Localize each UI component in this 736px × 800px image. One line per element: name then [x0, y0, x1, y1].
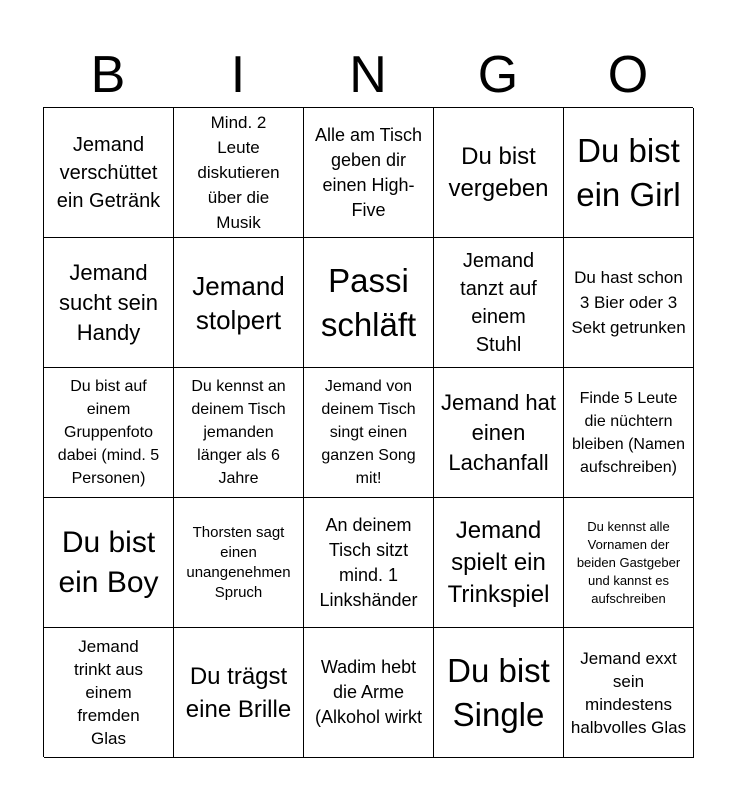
bingo-cell-text: Du bist ein Boy [58, 525, 159, 599]
bingo-cell-text: An deinem Tisch sitzt mind. 1 Linkshänder [319, 514, 418, 610]
bingo-cell-r5c4[interactable] [434, 628, 564, 758]
bingo-cell-r2c1[interactable] [44, 238, 174, 368]
bingo-cell-text: Jemand verschüttet ein Getränk [56, 133, 161, 212]
bingo-cell-text: Jemand tanzt auf einem Stuhl [460, 249, 537, 356]
bingo-cell-r4c5[interactable] [564, 498, 694, 628]
bingo-cell-r2c4[interactable] [434, 238, 564, 368]
bingo-cell-text: Finde 5 Leute die nüchtern bleiben (Namen aufschreiben) [572, 389, 685, 476]
bingo-title [43, 42, 693, 108]
bingo-cell-r2c3[interactable] [304, 238, 434, 368]
bingo-cell-text: Du bist auf einem Gruppenfoto dabei (mind. 5 Personen) [57, 378, 160, 487]
bingo-cell-text: Du bist Single [447, 651, 550, 733]
bingo-cell-r3c5[interactable] [564, 368, 694, 498]
bingo-cell-r3c3[interactable] [304, 368, 434, 498]
bingo-cell-text: Du kennst an deinem Tisch jemanden länger als 6 Jahre [191, 378, 286, 487]
bingo-cell-text: Jemand von deinem Tisch singt einen ganzen Song mit! [321, 378, 416, 487]
bingo-card-grid [43, 107, 693, 757]
bingo-cell-text: Du bist vergeben [448, 142, 549, 202]
bingo-cell-r5c1[interactable] [44, 628, 174, 758]
bingo-cell-r3c1[interactable] [44, 368, 174, 498]
bingo-cell-text: Passi schläft [320, 261, 417, 343]
bingo-cell-r1c4[interactable] [434, 108, 564, 238]
bingo-cell-r1c2[interactable] [174, 108, 304, 238]
bingo-cell-text: Mind. 2 Leute diskutieren über die Musik [197, 113, 280, 232]
bingo-cell-r3c4[interactable] [434, 368, 564, 498]
bingo-cell-text: Du kennst alle Vornamen der beiden Gastgeber und kannst es aufschreiben [576, 518, 681, 606]
bingo-cell-r1c5[interactable] [564, 108, 694, 238]
bingo-cell-text: Jemand sucht sein Handy [58, 259, 159, 345]
bingo-cell-r2c5[interactable] [564, 238, 694, 368]
bingo-cell-text: Jemand hat einen Lachanfall [441, 389, 556, 475]
bingo-cell-r3c2[interactable] [174, 368, 304, 498]
bingo-cell-text: Wadim hebt die Arme (Alkohol wirkt [314, 657, 423, 727]
bingo-cell-r4c1[interactable] [44, 498, 174, 628]
bingo-cell-text: Du bist ein Girl [576, 131, 681, 213]
bingo-cell-r1c3[interactable] [304, 108, 434, 238]
bingo-cell-r5c5[interactable] [564, 628, 694, 758]
bingo-cell-r5c3[interactable] [304, 628, 434, 758]
title-letter-o: O [607, 46, 649, 104]
bingo-cell-text: Du hast schon 3 Bier oder 3 Sekt getrunken [571, 268, 686, 337]
title-letter-b: B [90, 46, 126, 104]
title-letter-n: N [349, 46, 387, 104]
title-letter-g: G [477, 46, 519, 104]
bingo-cell-text: Jemand stolpert [192, 270, 285, 335]
bingo-cell-text: Jemand trinkt aus einem fremden Glas [74, 637, 143, 748]
bingo-cell-r4c3[interactable] [304, 498, 434, 628]
title-letter-i: I [230, 46, 246, 104]
bingo-cell-r4c4[interactable] [434, 498, 564, 628]
bingo-cell-text: Jemand exxt sein mindestens halbvolles Glas [570, 648, 687, 737]
bingo-cell-r5c2[interactable] [174, 628, 304, 758]
bingo-cell-r1c1[interactable] [44, 108, 174, 238]
bingo-cell-r2c2[interactable] [174, 238, 304, 368]
bingo-cell-text: Du trägst eine Brille [185, 662, 292, 723]
bingo-cell-text: Thorsten sagt einen unangenehmen Spruch [186, 523, 291, 601]
bingo-cell-text: Alle am Tisch geben dir einen High-Five [314, 124, 423, 220]
bingo-cell-r4c2[interactable] [174, 498, 304, 628]
bingo-cell-text: Jemand spielt ein Trinkspiel [447, 516, 550, 608]
